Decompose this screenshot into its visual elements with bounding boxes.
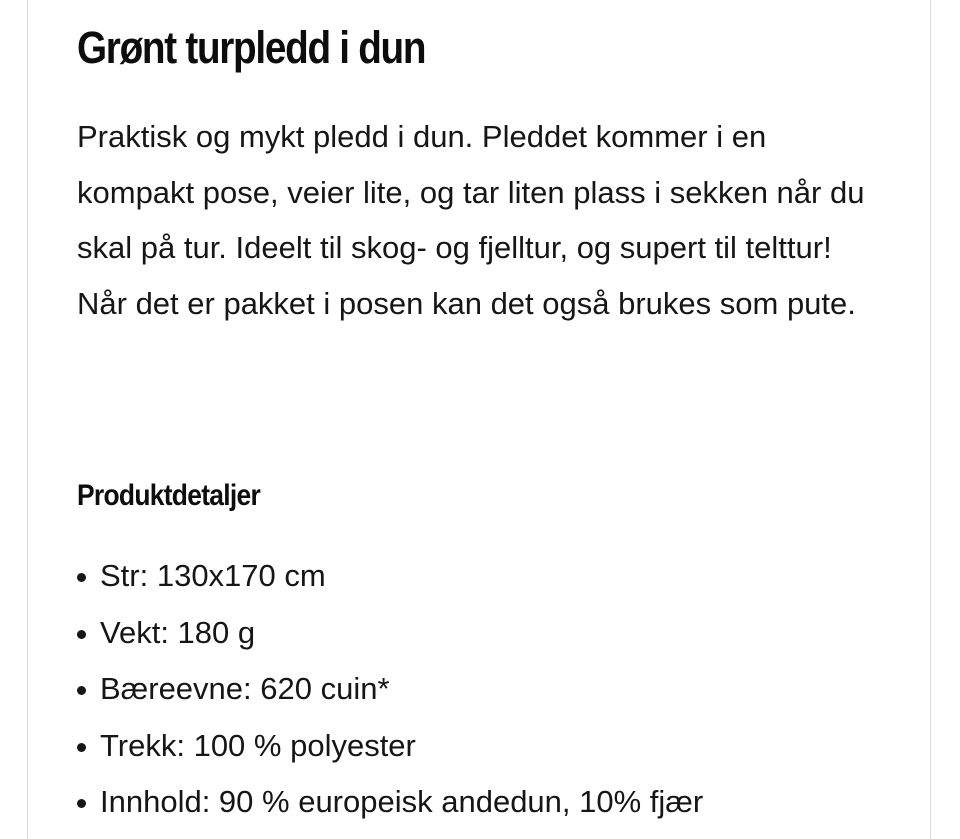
page-border-right [930,0,931,839]
bullet-icon [77,573,86,582]
product-detail-cover-text: Trekk: 100 % polyester [100,727,416,763]
page-border-left [27,0,28,839]
bullet-icon [77,686,86,695]
bullet-icon [77,630,86,639]
product-title: Grønt turpledd i dun [77,22,426,73]
bullet-icon [77,799,86,808]
product-detail-filling-text: Innhold: 90 % europeisk andedun, 10% fjær [100,784,704,819]
product-detail-size-text: Str: 130x170 cm [100,558,326,593]
product-details-heading: Produktdetaljer [77,479,261,512]
product-detail-fill-power-text: Bæreevne: 620 cuin* [100,671,390,706]
product-detail-weight-text: Vekt: 180 g [100,614,256,650]
bullet-icon [77,743,86,752]
product-description: Praktisk og mykt pledd i dun. Pleddet kommer i en kompakt pose, veier lite, og tar liten plass i sekken når du skal på tur. Ideelt til skog- og fjelltur, og supert til telttur! Når det er pakket i posen kan det også brukes som pute. [77,119,865,321]
